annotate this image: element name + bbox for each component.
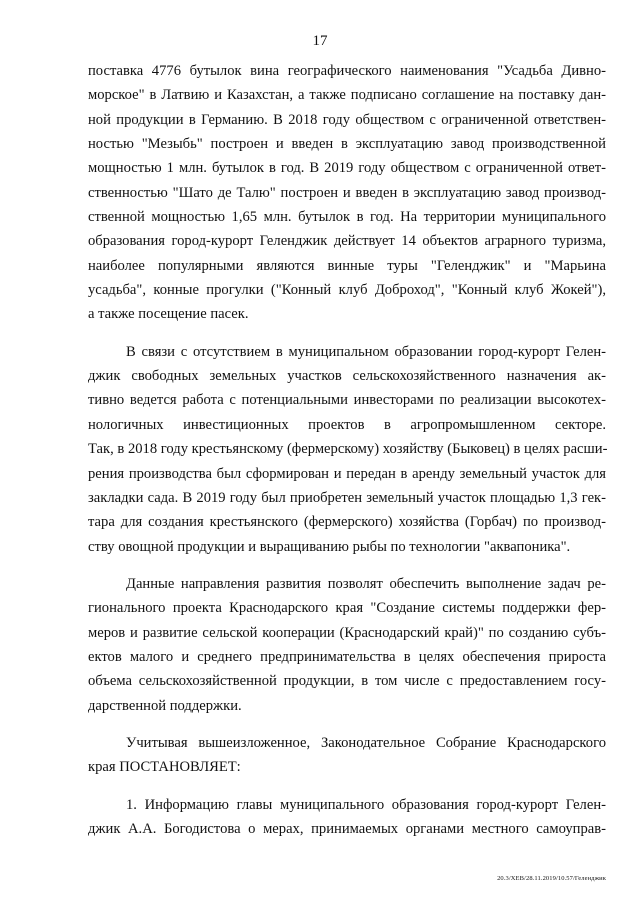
- text-line: наиболее популярными являются винные туры "Геленджик" и "Марьина: [88, 257, 606, 274]
- text-line: 1. Информацию главы муниципального образования город-курорт Гелен-: [126, 796, 606, 813]
- text-line: усадьба", конные прогулки ("Конный клуб Доброход", "Конный клуб Жокей"),: [88, 282, 606, 299]
- text-line: а также посещение пасек.: [88, 306, 249, 323]
- paragraph-item-1: [88, 793, 606, 842]
- document-body: [88, 59, 606, 841]
- text-line: В связи с отсутствием в муниципальном образовании город-курорт Гелен-: [126, 343, 606, 360]
- text-line: края ПОСТАНОВЛЯЕТ:: [88, 759, 241, 776]
- text-line: поставка 4776 бутылок вина географического наименования "Усадьба Дивно-: [88, 63, 606, 79]
- paragraph-resolution: [88, 731, 606, 780]
- text-line: ностью "Мезыбь" построен и введен в эксплуатацию завод производственной: [88, 136, 606, 153]
- text-line: тара для создания крестьянского (фермерского) хозяйства (Горбач) по производ-: [88, 514, 606, 531]
- text-line: морское" в Латвию и Казахстан, а также подписано соглашение на поставку дан-: [88, 87, 606, 104]
- text-line: Данные направления развития позволят обеспечить выполнение задач ре-: [126, 575, 606, 592]
- text-line: гионального проекта Краснодарского края "Создание системы поддержки фер-: [88, 600, 606, 617]
- text-line: закладки сада. В 2019 году был приобретен земельный участок площадью 1,3 гек-: [88, 489, 606, 506]
- text-line: тивно ведется работа с потенциальными инвесторами по реализации высокотех-: [88, 392, 606, 409]
- text-line: ству овощной продукции и выращиванию рыбы по технологии "аквапоника".: [88, 538, 571, 555]
- paragraph-investors: [88, 340, 606, 559]
- text-line: нологичных инвестиционных проектов в агропромышленном секторе.: [88, 416, 606, 433]
- text-line: дарственной поддержки.: [88, 697, 242, 714]
- text-line: джик свободных земельных участков сельскохозяйственного назначения ак-: [88, 368, 606, 385]
- document-footer-code: 20.3/ХЕВ/28.11.2019/10.57/Геленджик: [497, 875, 606, 882]
- text-line: меров и развитие сельской кооперации (Краснодарский край)" по созданию субъ-: [88, 624, 606, 641]
- text-line: ственной мощностью 1,65 млн. бутылок в год. На территории муниципального: [88, 209, 606, 226]
- text-line: джик А.А. Богодистова о мерах, принимаемых органами местного самоуправ-: [88, 820, 606, 837]
- text-line: ектов малого и среднего предпринимательства в целях обеспечения прироста: [88, 648, 606, 665]
- text-line: ственностью "Шато де Талю" построен и введен в эксплуатацию завод производ-: [88, 184, 606, 201]
- text-line: мощностью 1 млн. бутылок в год. В 2019 году обществом с ограниченной ответ-: [88, 160, 606, 177]
- text-line: рения производства был сформирован и передан в аренду земельный участок для: [88, 465, 606, 482]
- text-line: объема сельскохозяйственной продукции, в том числе с предоставлением госу-: [88, 673, 606, 690]
- paragraph-regional-project: [88, 572, 606, 718]
- text-line: Учитывая вышеизложенное, Законодательное Собрание Краснодарского: [126, 734, 606, 751]
- text-line: Так, в 2018 году крестьянскому (фермерскому) хозяйству (Быковец) в целях расши-: [88, 441, 608, 458]
- paragraph-wine-production: [88, 59, 606, 327]
- text-line: ной продукции в Германию. В 2018 году обществом с ограниченной ответствен-: [88, 111, 606, 128]
- text-line: образования город-курорт Геленджик действует 14 объектов аграрного туризма,: [88, 233, 606, 250]
- page-number: 17: [312, 33, 328, 49]
